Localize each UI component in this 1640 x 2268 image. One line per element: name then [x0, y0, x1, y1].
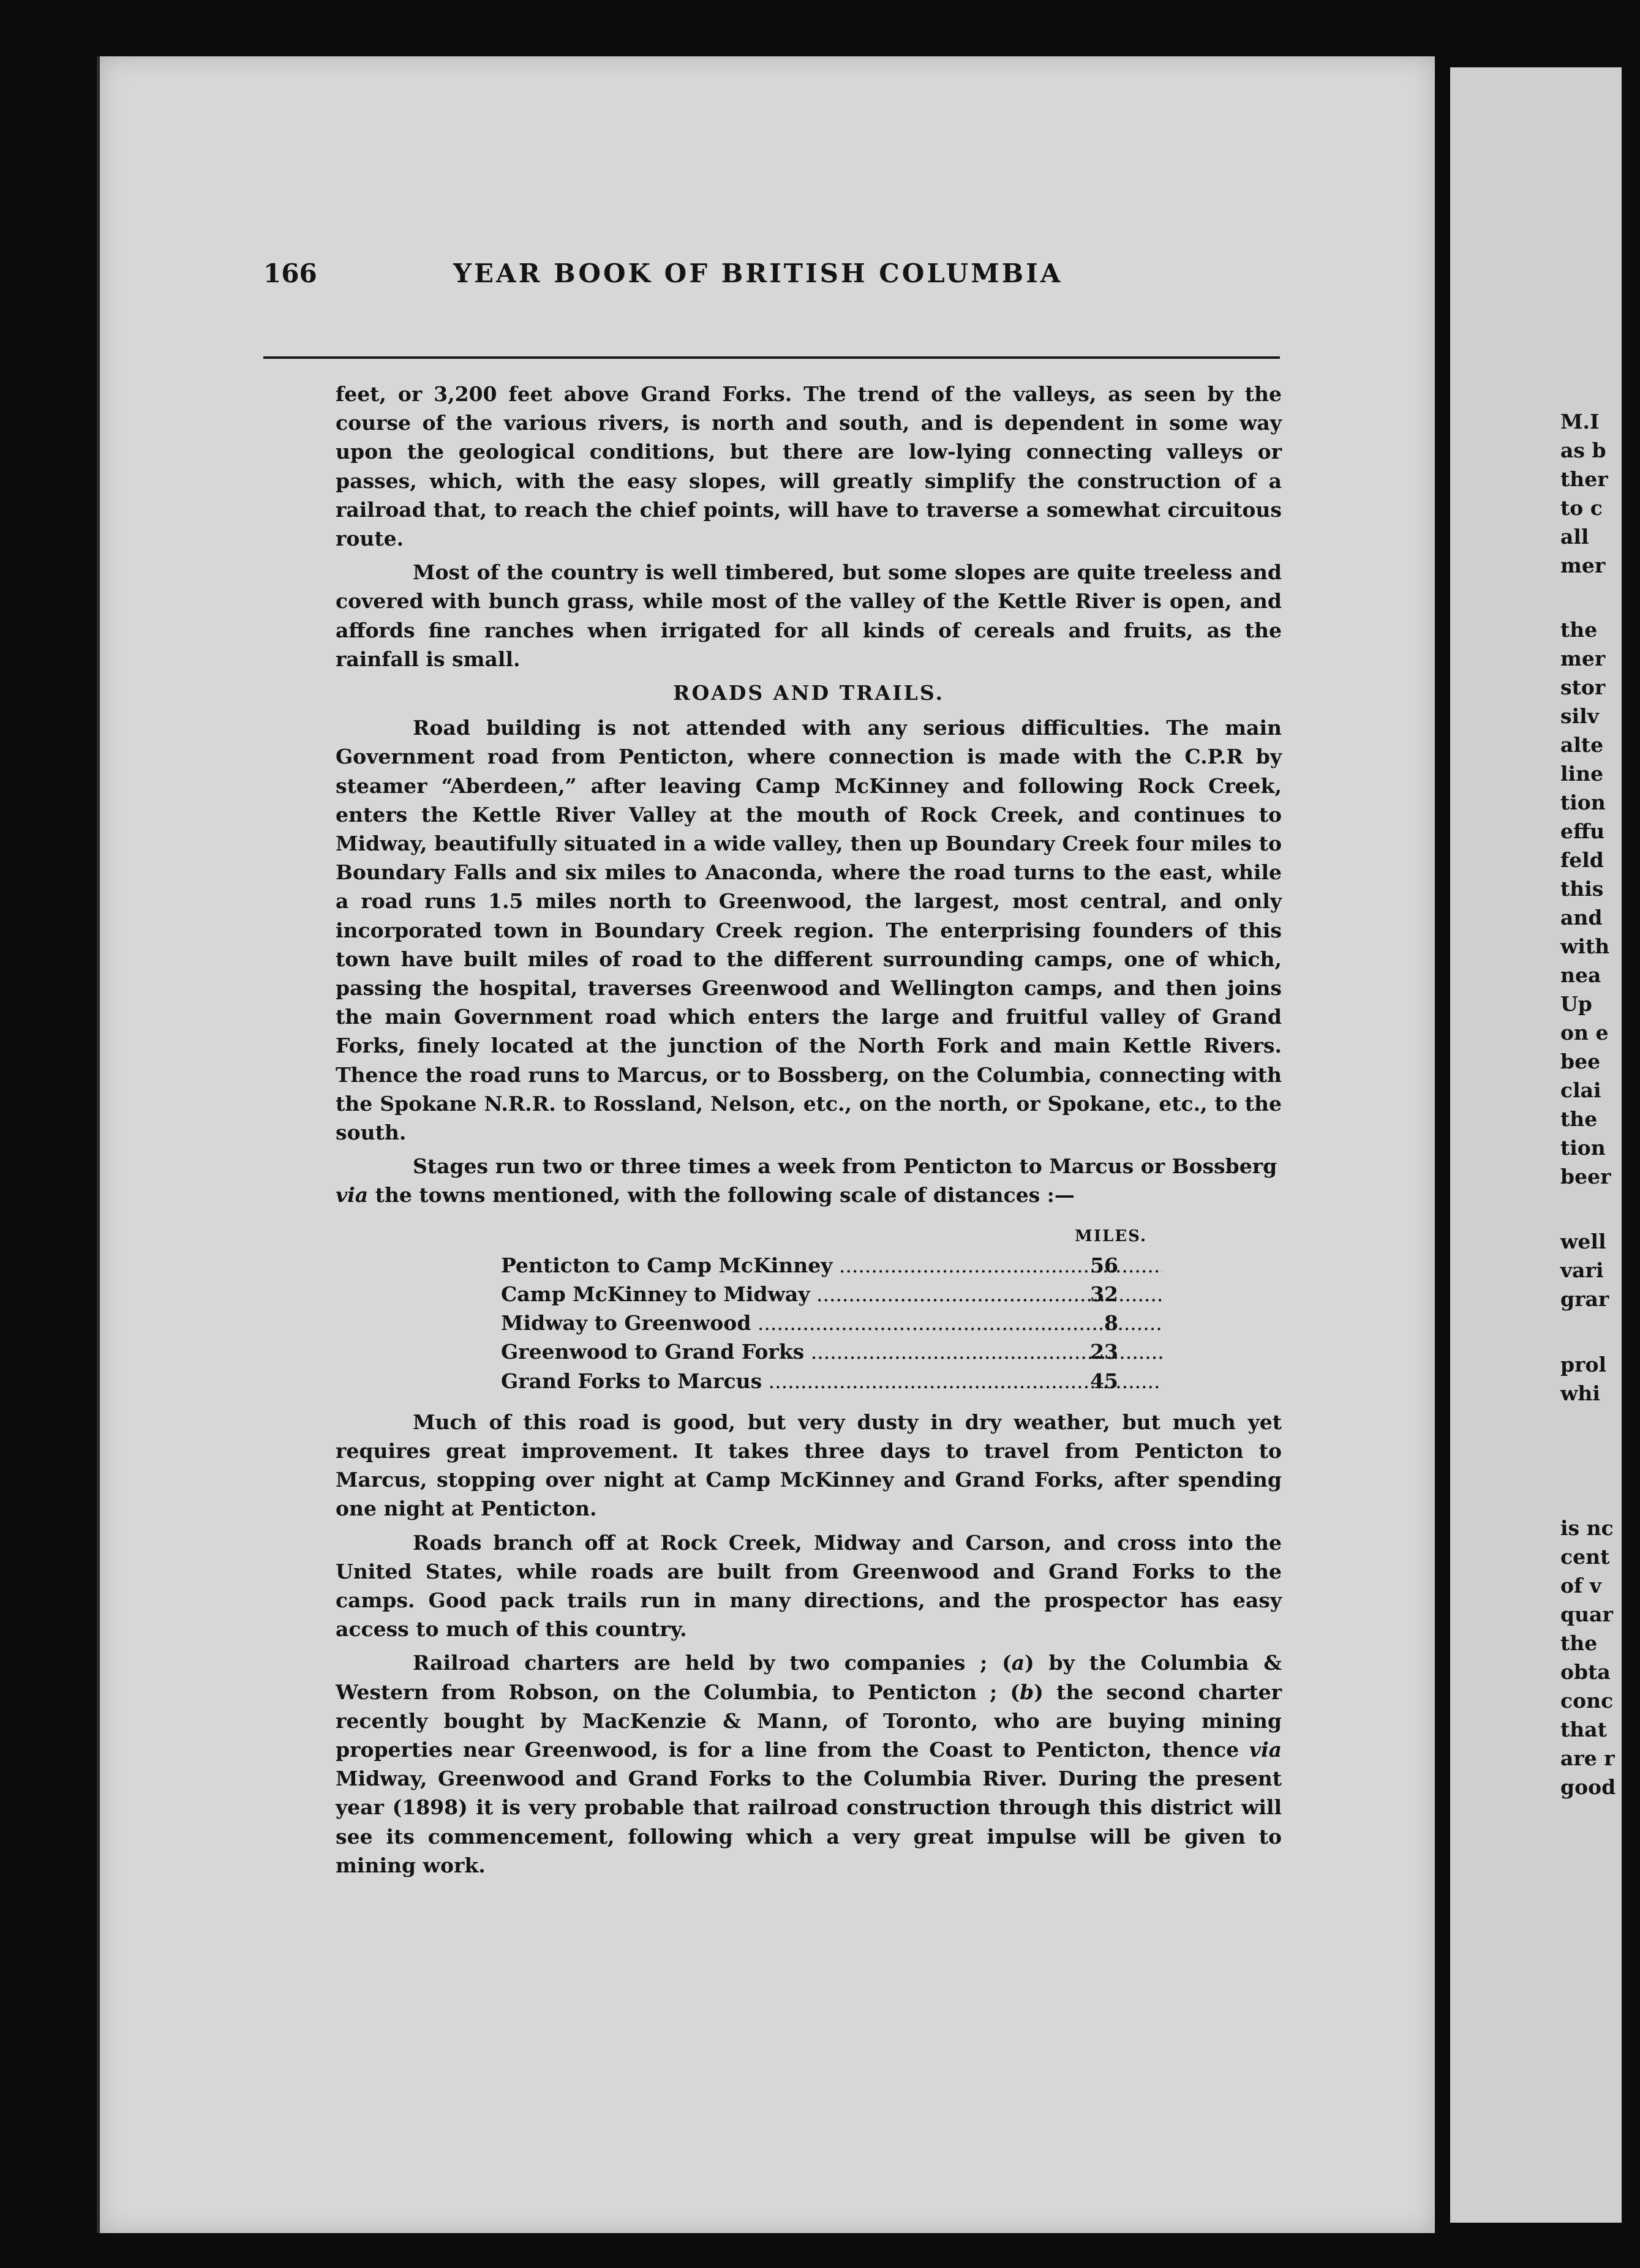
adjacent-page-fragment: that — [1560, 1718, 1607, 1741]
paragraph-2: Most of the country is well timbered, but some slopes are quite treeless and covered with bunch grass, while most of the valley of the Kettle River is open, and affords fine ranches when irrigated for all kinds of cereals and fruits, as the rainfall is small. — [336, 560, 1282, 671]
paragraph-3: Road building is not attended with any serious difficulties. The main Government road from Penticton, where connection is made with the C.P.R by steamer “Aberdeen,” after leaving Camp McKinney and following Rock Creek, enters the Kettle River Valley at the mouth of Rock Creek, and continues to Midway, beautifully situated in a wide valley, then up Boundary Creek four miles to Boundary Falls and six miles to Anaconda, where the road turns to the east, while a road runs 1.5 miles north to Greenwood, the largest, most central, and only incorporated town in Boundary Creek region. The enterprising founders of this town have built miles of road to the different surrounding camps, one of which, passing the hospital, traverses Greenwood and Wellington camps, and then joins the main Government road which enters the large and fruitful valley of Grand Forks, finely located at the junction of the North Fork and main Kettle Rivers. Thence the road runs to Marcus, or to Bossberg, on the Columbia, connecting with the Spokane N.R.R. to Rossland, Nelson, etc., on the north, or Spokane, etc., to the south. — [336, 716, 1282, 1145]
via-italic: via — [336, 1183, 369, 1207]
adjacent-page-fragment: to c — [1560, 496, 1603, 520]
adjacent-page-fragment: stor — [1560, 675, 1606, 699]
route-miles: 45 — [1090, 1369, 1118, 1393]
adjacent-page-fragment: well — [1560, 1230, 1606, 1253]
adjacent-page-fragment: whi — [1560, 1381, 1600, 1405]
adjacent-page-fragment: all — [1560, 525, 1589, 549]
adjacent-page-fragment: Up — [1560, 992, 1592, 1016]
adjacent-page-fragment: prol — [1560, 1353, 1607, 1376]
adjacent-page-fragment: nea — [1560, 963, 1601, 987]
section-title: ROADS AND TRAILS. — [673, 681, 944, 705]
route-name: Penticton to Camp McKinney ..... — [501, 1251, 1162, 1280]
table-row — [336, 1251, 1282, 1280]
adjacent-page-fragment: the — [1560, 1107, 1598, 1131]
adjacent-page-fragment: silv — [1560, 704, 1599, 728]
paragraph-6: Roads branch off at Rock Creek, Midway and Carson, and cross into the United States, while roads are built from Greenwood and Grand Forks to the camps. Good pack trails run in many directions, and the prospector has easy access to much of this country. — [336, 1530, 1282, 1642]
adjacent-page-fragment: of v — [1560, 1574, 1601, 1598]
adjacent-page-fragment: are r — [1560, 1746, 1615, 1770]
adjacent-page-edge — [1450, 67, 1622, 2223]
adjacent-page-fragment: effu — [1560, 819, 1605, 843]
paragraph-1: feet, or 3,200 feet above Grand Forks. The trend of the valleys, as seen by the course of the various rivers, is north and south, and is dependent in some way upon the geological conditions, but there are low-lying connecting valleys or passes, which, with the easy slopes, will greatly simplify the construction of a railroad that, to reach the chief points, will have to traverse a somewhat circuitous route. — [336, 382, 1282, 551]
adjacent-page-fragment: cent — [1560, 1545, 1610, 1569]
adjacent-page-fragment: conc — [1560, 1689, 1614, 1713]
table-row — [336, 1280, 1282, 1309]
table-row — [336, 1337, 1282, 1366]
via-italic: via — [1249, 1738, 1282, 1762]
page-header — [263, 258, 1280, 301]
italic-letter: b — [1020, 1680, 1034, 1704]
adjacent-page-fragment: obta — [1560, 1660, 1611, 1684]
italic-letter: a — [1011, 1651, 1025, 1675]
adjacent-page-fragment: as b — [1560, 438, 1606, 462]
paragraph-4 — [336, 1152, 1282, 1209]
adjacent-page-fragment: alte — [1560, 733, 1604, 757]
route-miles: 56 — [1090, 1253, 1118, 1277]
adjacent-page-fragment: feld — [1560, 848, 1604, 872]
adjacent-page-fragment: and — [1560, 906, 1603, 929]
adjacent-page-fragment: line — [1560, 762, 1604, 786]
adjacent-page-fragment: ther — [1560, 467, 1608, 491]
table-row — [336, 1367, 1282, 1395]
paragraph-4-end: the towns mentioned, with the following scale of distances :— — [375, 1183, 1075, 1207]
page-body — [336, 380, 1282, 1885]
paragraph-7-part: Midway, Greenwood and Grand Forks to the Columbia River. During the present year (1898) it is very probable that railroad construction through this district will see its commencement, following which a very great impulse will be given to mining work. — [336, 1767, 1282, 1877]
paragraph-7-part: ) by the Columbia & Western from Robson, on the Columbia, to Penticton ; ( — [336, 1651, 1282, 1704]
route-miles: 23 — [1090, 1340, 1118, 1364]
adjacent-page-fragment: M.I — [1560, 410, 1600, 434]
running-head: YEAR BOOK OF BRITISH COLUMBIA — [453, 258, 1063, 288]
adjacent-page-fragment: vari — [1560, 1258, 1604, 1282]
adjacent-page-fragment: quar — [1560, 1602, 1613, 1626]
adjacent-page-fragment: on e — [1560, 1021, 1609, 1045]
adjacent-page-fragment: with — [1560, 934, 1610, 958]
paragraph-7-part: Railroad charters are held by two companies ; ( — [413, 1651, 1012, 1675]
paragraph-7 — [336, 1648, 1282, 1880]
route-miles: 32 — [1090, 1282, 1118, 1307]
adjacent-page-fragment: this — [1560, 877, 1604, 901]
route-miles: 8 — [1104, 1311, 1118, 1335]
adjacent-page-fragment: the — [1560, 618, 1598, 642]
adjacent-page-fragment: mer — [1560, 647, 1606, 670]
adjacent-page-fragment: mer — [1560, 554, 1606, 577]
adjacent-page-fragment: clai — [1560, 1078, 1601, 1102]
paragraph-7-part: ) the second charter recently bought by MacKenzie & Mann, of Toronto, who are buying mining properties near Greenwood, is for a line from the Coast to Penticton, thence — [336, 1680, 1282, 1762]
paragraph-5: Much of this road is good, but very dusty in dry weather, but much yet requires great improvement. It takes three days to travel from Penticton to Marcus, stopping over night at Camp McKinney and Grand Forks, after spending one night at Penticton. — [336, 1410, 1282, 1521]
miles-header: MILES. — [1075, 1226, 1147, 1245]
adjacent-page-fragment: grar — [1560, 1287, 1609, 1311]
adjacent-page-fragment: the — [1560, 1631, 1598, 1655]
route-name: Greenwood to Grand Forks ..... — [501, 1337, 1162, 1366]
table-row — [336, 1309, 1282, 1337]
route-name: Camp McKinney to Midway ..... — [501, 1280, 1162, 1309]
adjacent-page-fragment: bee — [1560, 1050, 1601, 1073]
route-name: Midway to Greenwood ..... — [501, 1309, 1162, 1337]
adjacent-page-fragment: tion — [1560, 1136, 1606, 1160]
route-name: Grand Forks to Marcus ..... — [501, 1367, 1162, 1395]
paragraph-4-start: Stages run two or three times a week from Penticton to Marcus or Bossberg — [413, 1154, 1277, 1179]
adjacent-page-fragment: is nc — [1560, 1516, 1614, 1540]
adjacent-page-fragment: good — [1560, 1775, 1616, 1799]
distance-table — [336, 1222, 1282, 1395]
page-number: 166 — [263, 258, 317, 288]
header-rule — [263, 356, 1280, 359]
adjacent-page-fragment: tion — [1560, 790, 1606, 814]
adjacent-page-fragment: beer — [1560, 1165, 1611, 1188]
